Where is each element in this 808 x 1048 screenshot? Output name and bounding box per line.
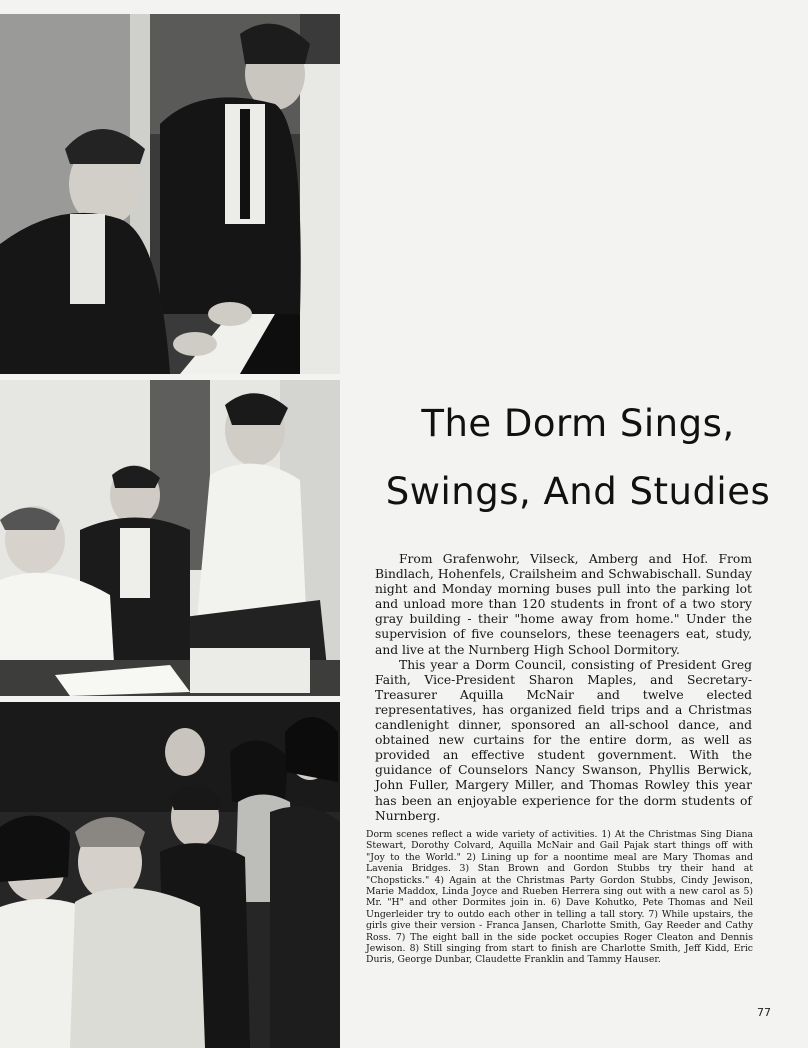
photo-storytelling — [0, 380, 340, 696]
photo-caption: Dorm scenes reflect a wide variety of activities. 1) At the Christmas Sing Diana Stewart, Dorothy Colvard, Aquilla McNair and Gail Pajak start things off with "Joy to the World." 2) Lining up for a noontime meal are Mary Thomas and Lavenia Bridges. 3) Stan Brown and Gordon Stubbs try their hand at "Chopsticks." 4) Again at the Christmas Party Gordon Stubbs, Cindy Jewison, Marie Maddox, Linda Joyce and Rueben Herrera sing out with a new carol as 5) Mr. "H" and other Dormites join in. 6) Dave Kohutko, Pete Thomas and Neil Ungerleider try to outdo each other in telling a tall story. 7) While upstairs, the girls give their version - Franca Jansen, Charlotte Smith, Gay Reeder and Cathy Ross. 7) The eight ball in the side pocket occupies Roger Cleaton and Dennis Jewison. 8) Still singing from start to finish are Charlotte Smith, Jeff Kidd, Eric Duris, George Dunbar, Claudette Franklin and Tammy Hauser. — [366, 829, 753, 966]
article-body — [375, 552, 752, 824]
photo-piano-players — [0, 14, 340, 374]
page-title-line-2: Swings, And Studies — [385, 470, 771, 513]
article-paragraph: From Grafenwohr, Vilseck, Amberg and Hof. From Bindlach, Hohenfels, Crailsheim and Schwabischall. Sunday night and Monday morning buses pull into the parking lot and unload more than 120 students in front of a two story gray building - their "home away from home." Under the supervision of five counselors, these teenagers eat, study, and live at the Nurnberg High School Dormitory. — [375, 552, 752, 657]
page-number: 77 — [757, 1006, 771, 1019]
article-paragraph: This year a Dorm Council, consisting of President Greg Faith, Vice-President Sharon Maples, and Secretary-Treasurer Aquilla McNair and twelve elected representatives, has organized field trips and a Christmas candlenight dinner, sponsored an all-school dance, and obtained new curtains for the entire dorm, as well as provided an effective student government. With the guidance of Counselors Nancy Swanson, Phyllis Berwick, John Fuller, Margery Miller, and Thomas Rowley this year has been an enjoyable experience for the dorm students of Nurnberg. — [375, 657, 752, 823]
page-title-line-1: The Dorm Sings, — [421, 402, 735, 445]
photo-singing-group — [0, 702, 340, 1048]
